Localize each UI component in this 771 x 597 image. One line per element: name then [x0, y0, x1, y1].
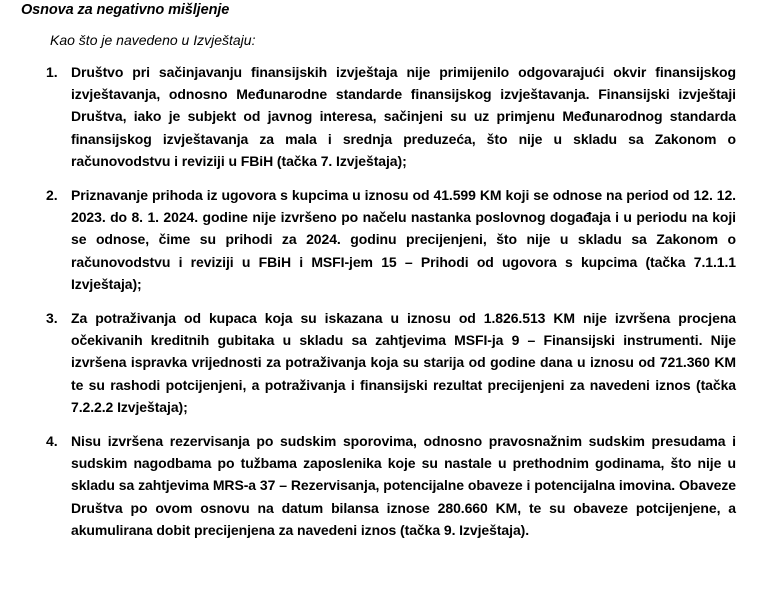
- list-item-text: Za potraživanja od kupaca koja su iskazana u iznosu od 1.826.513 KM nije izvršena procjena očekivanih kreditnih gubitaka u skladu sa zahtjevima MSFI-ja 9 – Finansijski instrumenti. Nije izvršena ispravka vrijednosti za potraživanja koja su starija od godine dana u iznosu od 721.360 KM te su rashodi potcijenjeni, a potraživanja i finansijski rezultat precijenjeni za navedeni iznos (tačka 7.2.2.2 Izvještaja);: [71, 310, 736, 415]
- list-item: [46, 307, 736, 418]
- intro-paragraph: Kao što je navedeno u Izvještaju:: [50, 32, 256, 48]
- list-item: [46, 184, 736, 295]
- list-item-text: Društvo pri sačinjavanju finansijskih izvještaja nije primijenilo odgovarajući okvir finansijskog izvještavanja, odnosno Međunarodne standarde finansijskog izvještavanja. Finansijski izvještaji Društva, iako je subjekt od javnog interesa, sačinjeni su uz primjenu Međunarodnog standarda finansijskog izvještavanja za mala i srednja preduzeća, što nije u skladu sa Zakonom o računovodstvu i reviziji u FBiH (tačka 7. Izvještaja);: [71, 64, 736, 169]
- list-item-marker: 4.: [46, 433, 58, 450]
- list-item: [46, 430, 736, 541]
- list-item-marker: 1.: [46, 64, 58, 80]
- list-item-marker: 3.: [46, 310, 58, 327]
- section-heading: Osnova za negativno mišljenje: [21, 2, 230, 18]
- list-item-marker: 2.: [46, 187, 58, 204]
- list-item: [46, 61, 736, 172]
- findings-list: [46, 61, 736, 541]
- list-item-text: Nisu izvršena rezervisanja po sudskim sporovima, odnosno pravosnažnim sudskim presudama i sudskim nagodbama po tužbama zaposlenika koje su nastale u prethodnim godinama, što nije u skladu sa zahtjevima MRS-a 37 – Rezervisanja, potencijalne obaveze i potencijalna imovina. Obaveze Društva po ovom osnovu na datum bilansa iznose 280.660 KM, te su obaveze potcijenjene, a akumulirana dobit precijenjena za navedeni iznos (tačka 9. Izvještaja).: [71, 433, 736, 538]
- list-item-text: Priznavanje prihoda iz ugovora s kupcima u iznosu od 41.599 KM koji se odnose na period od 12. 12. 2023. do 8. 1. 2024. godine nije izvršeno po načelu nastanka poslovnog događaja i u periodu na koji se odnose, čime su prihodi za 2024. godinu precijenjeni, što nije u skladu sa Zakonom o računovodstvu i reviziji u FBiH i MSFI-jem 15 – Prihodi od ugovora s kupcima (tačka 7.1.1.1 Izvještaja);: [71, 187, 736, 292]
